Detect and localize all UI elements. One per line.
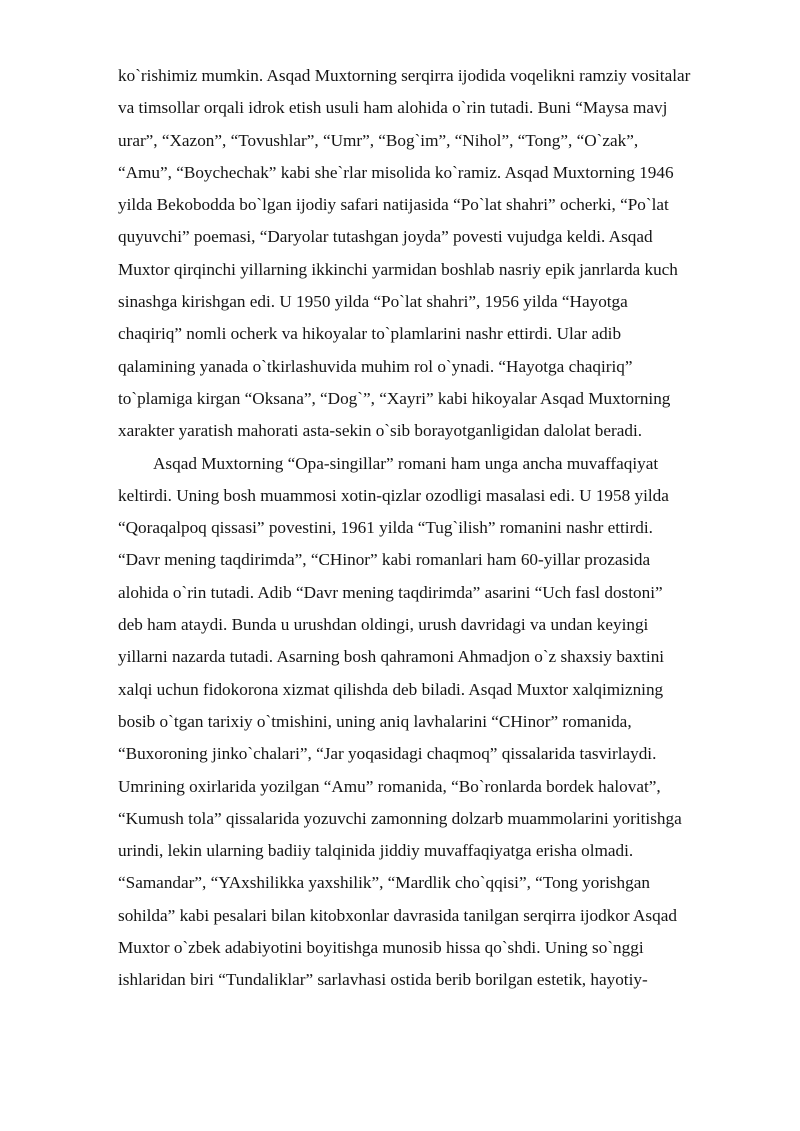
text-line: Muxtor o`zbek adabiyotini boyitishga munosib hissa qo`shdi. Uning so`nggi bbox=[118, 938, 644, 958]
text-line: sinashga kirishgan edi. U 1950 yilda “Po`lat shahri”, 1956 yilda “Hayotga bbox=[118, 292, 628, 312]
text-line: qalamining yanada o`tkirlashuvida muhim rol o`ynadi. “Hayotga chaqiriq” bbox=[118, 356, 633, 376]
text-line: yilda Bekobodda bo`lgan ijodiy safari natijasida “Po`lat shahri” ocherki, “Po`lat bbox=[118, 195, 669, 215]
text-line: Umrining oxirlarida yozilgan “Amu” romanida, “Bo`ronlarda bordek halovat”, bbox=[118, 776, 661, 796]
text-line: urindi, lekin ularning badiiy talqinida jiddiy muvaffaqiyatga erisha olmadi. bbox=[118, 841, 634, 861]
text-line: Muxtor qirqinchi yillarning ikkinchi yarmidan boshlab nasriy epik janrlarda kuch bbox=[118, 259, 678, 279]
text-line: “Qoraqalpoq qissasi” povestini, 1961 yilda “Tug`ilish” romanini nashr ettirdi. bbox=[118, 518, 653, 538]
text-line: keltirdi. Uning bosh muammosi xotin-qizlar ozodligi masalasi edi. U 1958 yilda bbox=[118, 485, 669, 505]
text-line: alohida o`rin tutadi. Adib “Davr mening taqdirimda” asarini “Uch fasl dostoni” bbox=[118, 582, 663, 602]
text-line: xalqi uchun fidokorona xizmat qilishda deb biladi. Asqad Muxtor xalqimizning bbox=[118, 679, 664, 699]
text-line: urar”, “Xazon”, “Tovushlar”, “Umr”, “Bog`im”, “Nihol”, “Tong”, “O`zak”, bbox=[118, 130, 639, 150]
text-line: to`plamiga kirgan “Oksana”, “Dog`”, “Xayri” kabi hikoyalar Asqad Muxtorning bbox=[118, 388, 671, 408]
text-line: sohilda” kabi pesalari bilan kitobxonlar davrasida tanilgan serqirra ijodkor Asqad bbox=[118, 905, 677, 925]
text-line: quyuvchi” poemasi, “Daryolar tutashgan joyda” povesti vujudga keldi. Asqad bbox=[118, 227, 653, 247]
text-line: “Davr mening taqdirimda”, “CHinor” kabi romanlari ham 60-yillar prozasida bbox=[118, 550, 651, 570]
paragraph-start-line: Asqad Muxtorning “Opa-singillar” romani ham unga ancha muvaffaqiyat bbox=[153, 453, 659, 473]
text-line: va timsollar orqali idrok etish usuli ham alohida o`rin tutadi. Buni “Maysa mavj bbox=[118, 98, 668, 118]
text-line: bosib o`tgan tarixiy o`tmishini, uning aniq lavhalarini “CHinor” romanida, bbox=[118, 711, 632, 731]
text-line: xarakter yaratish mahorati asta-sekin o`sib borayotganligidan dalolat beradi. bbox=[118, 421, 643, 441]
text-line: “Amu”, “Boychechak” kabi she`rlar misolida ko`ramiz. Asqad Muxtorning 1946 bbox=[118, 162, 674, 182]
text-line: ko`rishimiz mumkin. Asqad Muxtorning serqirra ijodida voqelikni ramziy vositalar bbox=[118, 66, 691, 85]
text-line: deb ham ataydi. Bunda u urushdan oldingi, urush davridagi va undan keyingi bbox=[118, 615, 649, 635]
text-line: ishlaridan biri “Tundaliklar” sarlavhasi ostida berib borilgan estetik, hayotiy- bbox=[118, 970, 648, 990]
text-line: “Kumush tola” qissalarida yozuvchi zamonning dolzarb muammolarini yoritishga bbox=[118, 808, 682, 828]
text-line: “Buxoroning jinko`chalari”, “Jar yoqasidagi chaqmoq” qissalarida tasvirlaydi. bbox=[118, 744, 657, 764]
text-line: chaqiriq” nomli ocherk va hikoyalar to`plamlarini nashr ettirdi. Ular adib bbox=[118, 324, 622, 344]
text-line: yillarni nazarda tutadi. Asarning bosh qahramoni Ahmadjon o`z shaxsiy baxtini bbox=[118, 647, 665, 667]
text-line: “Samandar”, “YAxshilikka yaxshilik”, “Mardlik cho`qqisi”, “Tong yorishgan bbox=[118, 873, 650, 893]
document-page bbox=[118, 60, 750, 997]
